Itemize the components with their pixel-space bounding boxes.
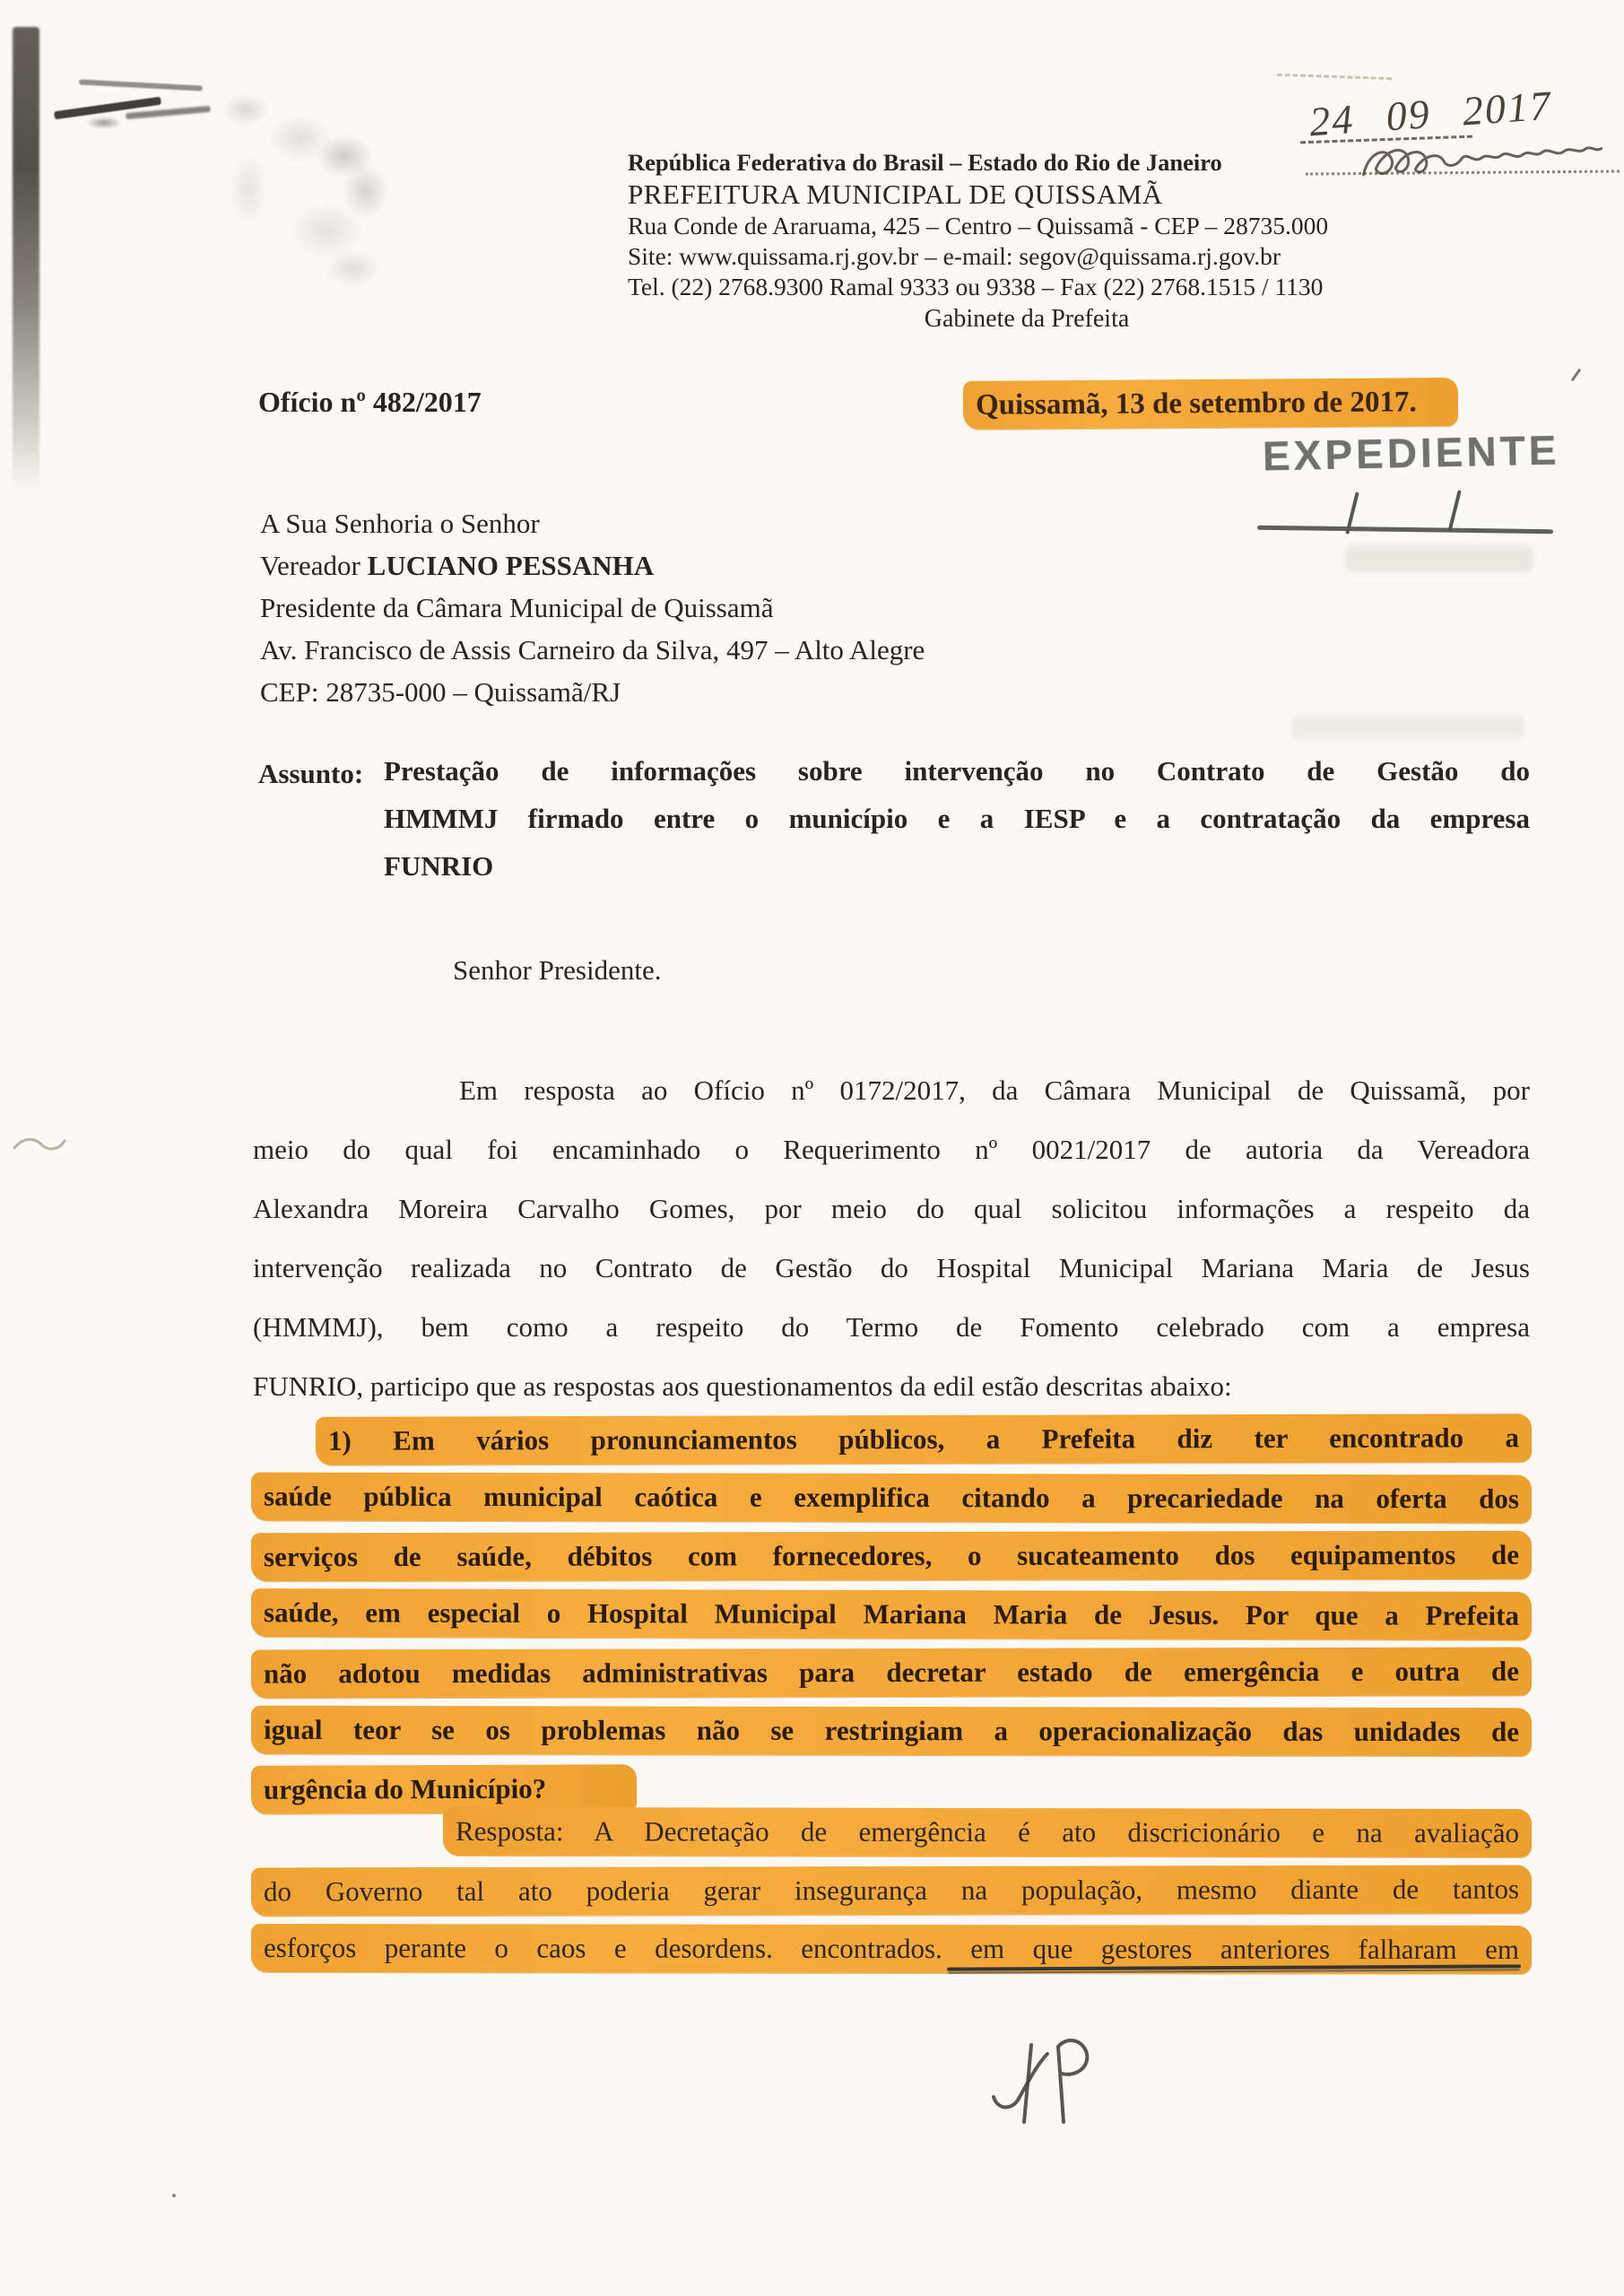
ink-smudge bbox=[86, 117, 122, 129]
pen-tick-mark bbox=[1571, 369, 1582, 382]
body-line: intervenção realizada no Contrato de Gestão do Hospital Municipal Mariana Maria de Jesus bbox=[253, 1252, 1530, 1283]
letterhead-country-line: República Federativa do Brasil – Estado do Rio de Janeiro bbox=[628, 149, 1222, 176]
handwritten-initials bbox=[985, 2032, 1119, 2140]
subject-label: Assunto: bbox=[258, 758, 364, 789]
body-line: Em resposta ao Ofício nº 0172/2017, da Câmara Municipal de Quissamã, por bbox=[459, 1074, 1530, 1106]
recipient-street: Av. Francisco de Assis Carneiro da Silva, 497 – Alto Alegre bbox=[260, 634, 925, 665]
highlighted-question-line: 1) Em vários pronunciamentos públicos, a Prefeita diz ter encontrado a bbox=[316, 1413, 1532, 1465]
body-line: Alexandra Moreira Carvalho Gomes, por meio do qual solicitou informações a respeito da bbox=[253, 1193, 1530, 1224]
faint-pen-scribble bbox=[1277, 74, 1392, 80]
subject-line: Prestação de informações sobre intervenção no Contrato de Gestão do bbox=[384, 755, 1530, 787]
highlighted-question-line: saúde, em especial o Hospital Municipal Mariana Maria de Jesus. Por que a Prefeita bbox=[251, 1588, 1532, 1640]
signature-scribble bbox=[1355, 126, 1619, 195]
recipient-salutation: A Sua Senhoria o Senhor bbox=[260, 508, 540, 539]
oficio-number: Ofício nº 482/2017 bbox=[258, 386, 482, 418]
staple-mark bbox=[79, 79, 203, 91]
subject-line: HMMMJ firmado entre o município e a IESP e a contratação da empresa bbox=[384, 803, 1530, 834]
body-line: meio do qual foi encaminhado o Requerimento nº 0021/2017 de autoria da Vereadora bbox=[253, 1134, 1530, 1165]
highlighted-question-line: saúde pública municipal caótica e exemplifica citando a precariedade na oferta dos bbox=[251, 1473, 1532, 1524]
body-line: FUNRIO, participo que as respostas aos questionamentos da edil estão descritas abaixo: bbox=[253, 1370, 1232, 1402]
ink-ghost bbox=[1345, 545, 1533, 572]
recipient-name: LUCIANO PESSANHA bbox=[367, 550, 655, 581]
recipient-role: Presidente da Câmara Municipal de Quissamã bbox=[260, 592, 774, 623]
subject-line: FUNRIO bbox=[384, 850, 494, 882]
recipient-cep: CEP: 28735-000 – Quissamã/RJ bbox=[260, 676, 621, 708]
letterhead-phone-fax: Tel. (22) 2768.9300 Ramal 9333 ou 9338 – Fax (22) 2768.1515 / 1130 bbox=[628, 273, 1324, 300]
recipient-title: Vereador bbox=[260, 550, 368, 581]
handwritten-slash bbox=[1447, 490, 1461, 533]
letterhead-site-email: Site: www.quissama.rj.gov.br – e-mail: segov@quissama.rj.gov.br bbox=[628, 242, 1281, 270]
highlighted-question-line: serviços de saúde, débitos com fornecedores, o sucateamento dos equipamentos de bbox=[251, 1531, 1532, 1581]
highlighted-answer-line: do Governo tal ato poderia gerar insegurança na população, mesmo diante de tantos bbox=[251, 1866, 1532, 1917]
highlighted-question-line: igual teor se os problemas não se restringiam a operacionalização das unidades de bbox=[251, 1706, 1532, 1756]
stamp-date-line bbox=[1257, 526, 1553, 535]
highlighted-city-date: Quissamã, 13 de setembro de 2017. bbox=[963, 378, 1458, 430]
letterhead-address: Rua Conde de Araruama, 425 – Centro – Quissamã - CEP – 28735.000 bbox=[628, 212, 1329, 239]
ink-ghost bbox=[1291, 716, 1524, 739]
body-line: (HMMMJ), bem como a respeito do Termo de Fomento celebrado com a empresa bbox=[253, 1311, 1530, 1343]
recipient-name-line bbox=[260, 548, 654, 584]
letterhead-municipality: PREFEITURA MUNICIPAL DE QUISSAMÃ bbox=[628, 178, 1163, 210]
salutation: Senhor Presidente. bbox=[453, 954, 662, 986]
highlighted-answer-line: Resposta: A Decretação de emergência é ato discricionário e na avaliação bbox=[443, 1807, 1532, 1857]
handwritten-received-date: 24 09 2017 bbox=[1307, 82, 1554, 145]
expediente-stamp: EXPEDIENTE bbox=[1262, 426, 1560, 480]
scan-binding-shadow bbox=[13, 27, 39, 489]
pen-tilde-mark bbox=[13, 1134, 66, 1153]
letterhead-office: Gabinete da Prefeita bbox=[924, 305, 1130, 333]
highlighted-question-line: urgência do Município? bbox=[251, 1764, 637, 1814]
highlighted-answer-line: esforços perante o caos e desordens. encontrados. em que gestores anteriores falharam em bbox=[251, 1924, 1532, 1974]
highlighted-question-line: não adotou medidas administrativas para decretar estado de emergência e outra de bbox=[251, 1648, 1532, 1699]
scan-speck bbox=[172, 2194, 176, 2197]
